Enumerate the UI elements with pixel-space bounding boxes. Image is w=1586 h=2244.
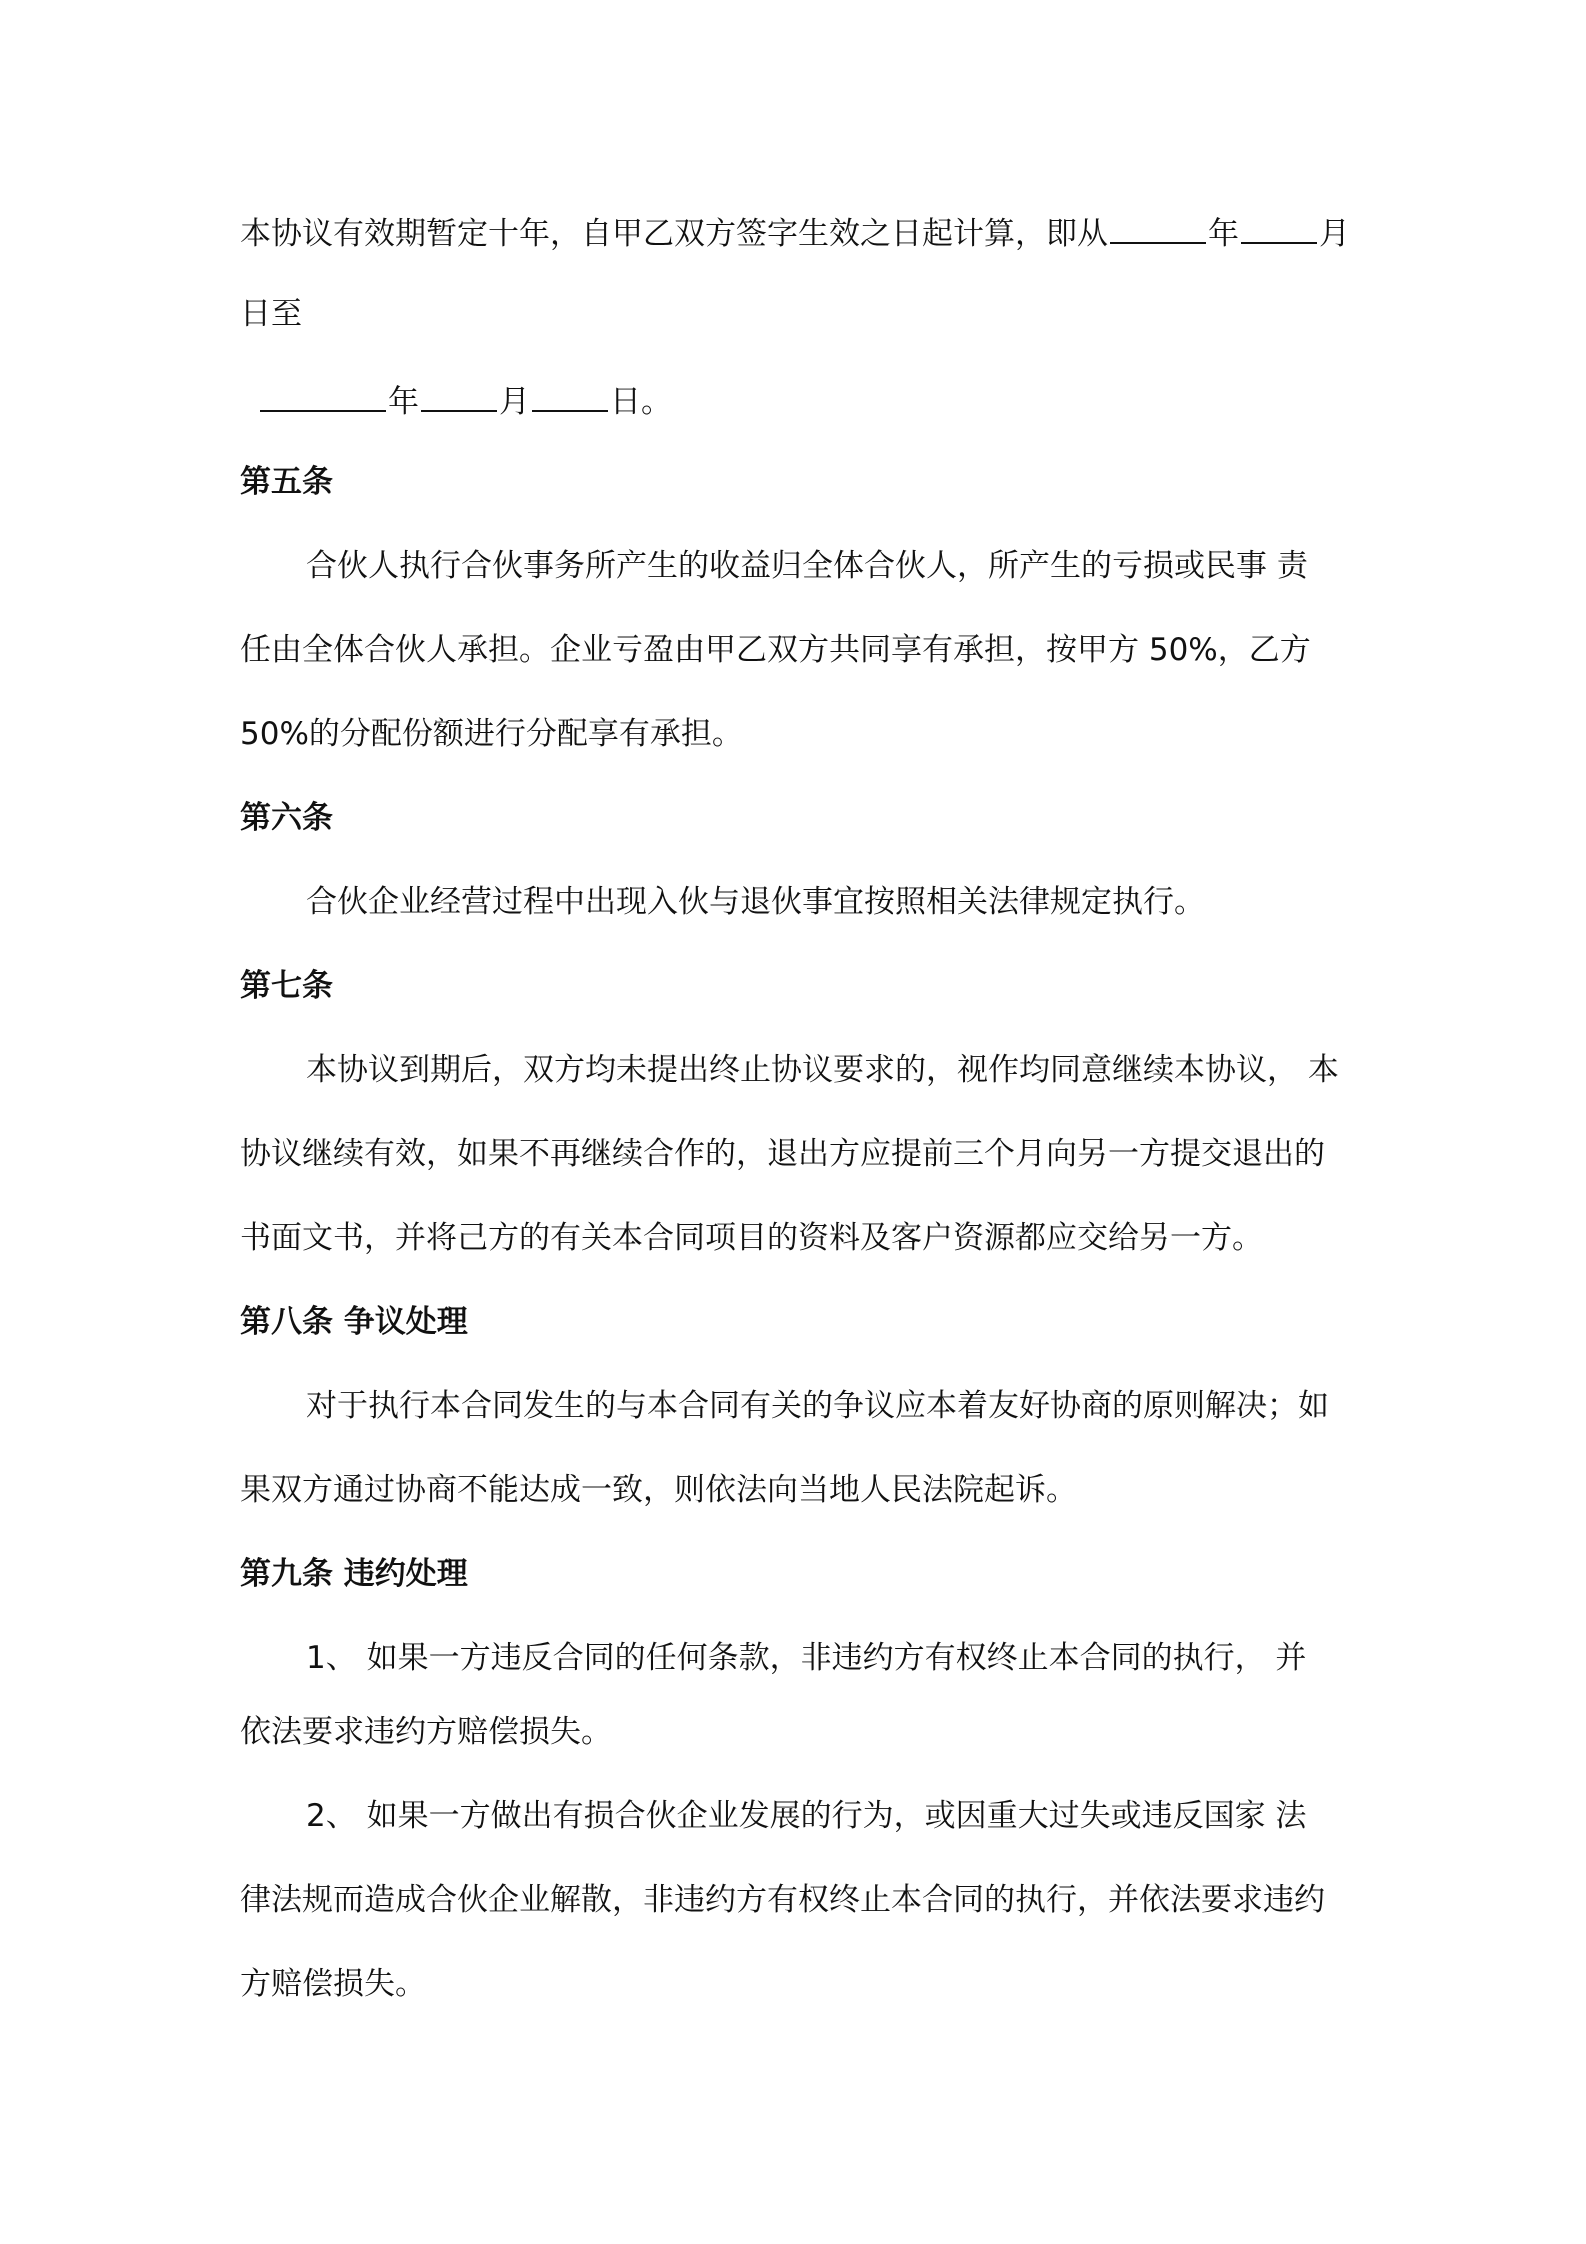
end-day-blank[interactable] [532, 376, 608, 412]
article7-heading: 第七条 [240, 968, 333, 1004]
validity-line-2 [240, 292, 302, 336]
article8-line-1: 对于执行本合同发生的与本合同有关的争议应本着友好协商的原则解决；如 [306, 1388, 1329, 1424]
unit-month: 月 [1319, 216, 1350, 252]
unit-year: 年 [1208, 216, 1239, 252]
end-year-blank[interactable] [260, 376, 386, 412]
validity-text-end: 日至 [240, 296, 302, 332]
article7-line-1: 本协议到期后，双方均未提出终止协议要求的，视作均同意继续本协议， 本 [306, 1052, 1339, 1088]
article7-line-2: 协议继续有效，如果不再继续合作的，退出方应提前三个月向另一方提交退出的 [240, 1136, 1325, 1172]
article8-heading: 第八条 争议处理 [240, 1304, 468, 1340]
article9-heading: 第九条 违约处理 [240, 1556, 468, 1592]
article9-item1-line-2: 依法要求违约方赔偿损失。 [240, 1714, 612, 1750]
article5-line-1: 合伙人执行合伙事务所产生的收益归全体合伙人，所产生的亏损或民事 责 [306, 548, 1308, 584]
validity-line-1 [240, 208, 1350, 256]
unit-year-end: 年 [388, 384, 419, 420]
article6-line-1: 合伙企业经营过程中出现入伙与退伙事宜按照相关法律规定执行。 [306, 884, 1205, 920]
article5-line-3: 50%的分配份额进行分配享有承担。 [240, 716, 743, 752]
article6-heading: 第六条 [240, 800, 333, 836]
end-month-blank[interactable] [421, 376, 497, 412]
article5-line-2: 任由全体合伙人承担。企业亏盈由甲乙双方共同享有承担，按甲方 50%，乙方 [240, 632, 1311, 668]
article8-line-2: 果双方通过协商不能达成一致，则依法向当地人民法院起诉。 [240, 1472, 1077, 1508]
start-year-blank[interactable] [1110, 208, 1206, 244]
unit-month-end: 月 [499, 384, 530, 420]
article9-item2-line-2: 律法规而造成合伙企业解散，非违约方有权终止本合同的执行，并依法要求违约 [240, 1882, 1325, 1918]
start-month-blank[interactable] [1241, 208, 1317, 244]
article9-item1-line-1: 1、 如果一方违反合同的任何条款，非违约方有权终止本合同的执行， 并 [306, 1640, 1307, 1676]
article9-item2-line-1: 2、 如果一方做出有损合伙企业发展的行为，或因重大过失或违反国家 法 [306, 1798, 1307, 1834]
validity-line-3 [258, 376, 672, 424]
article5-heading: 第五条 [240, 464, 333, 500]
unit-day-end: 日。 [610, 384, 672, 420]
article7-line-3: 书面文书，并将己方的有关本合同项目的资料及客户资源都应交给另一方。 [240, 1220, 1263, 1256]
article9-item2-line-3: 方赔偿损失。 [240, 1966, 426, 2002]
validity-text: 本协议有效期暂定十年，自甲乙双方签字生效之日起计算，即从 [240, 216, 1108, 252]
